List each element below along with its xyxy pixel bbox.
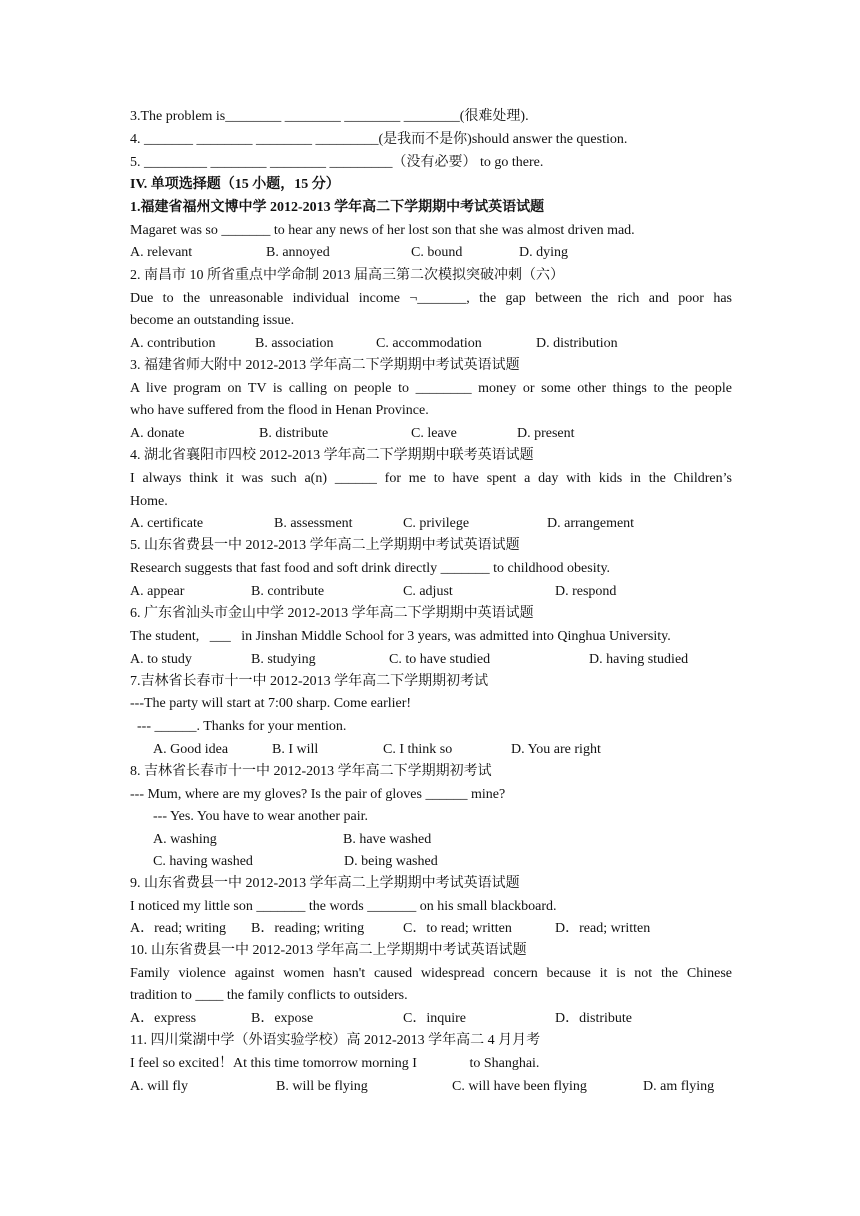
question-stem: Research suggests that fast food and soft drink directly _______ to childhood obesity.: [130, 561, 611, 576]
option-d: D. being washed: [344, 854, 438, 869]
option-a: A. contribution: [130, 336, 216, 351]
question-stem: --- Mum, where are my gloves? Is the pair of gloves ______ mine?: [130, 787, 506, 802]
question-stem: The student, ___ in Jinshan Middle School for 3 years, was admitted into Qinghua University.: [130, 629, 671, 644]
option-b: B. annoyed: [266, 245, 330, 260]
question-source: 6. 广东省汕头市金山中学 2012-2013 学年高二下学期期中英语试题: [130, 606, 534, 621]
question-source: 10. 山东省费县一中 2012-2013 学年高二上学期期中考试英语试题: [130, 943, 527, 958]
option-d: D. arrangement: [547, 516, 635, 531]
question-source: 4. 湖北省襄阳市四校 2012-2013 学年高二下学期期中联考英语试题: [130, 448, 534, 463]
option-b: B. will be flying: [276, 1079, 368, 1094]
option-b: B. assessment: [274, 516, 353, 531]
question-stem: tradition to ____ the family conflicts to outsiders.: [130, 988, 408, 1003]
option-b: B. studying: [251, 652, 316, 667]
question-stem: Home.: [130, 494, 168, 509]
question-source: 9. 山东省费县一中 2012-2013 学年高二上学期期中考试英语试题: [130, 876, 520, 891]
question-stem: Due to the unreasonable individual income ¬_______, the gap between the rich and poor has: [130, 291, 732, 306]
option-c: C. having washed: [153, 854, 253, 869]
option-a: A. Good idea: [153, 742, 229, 757]
option-b: B. have washed: [343, 832, 432, 847]
option-c: C．inquire: [403, 1011, 466, 1026]
question-source: 1.福建省福州文博中学 2012-2013 学年高二下学期期中考试英语试题: [130, 200, 545, 215]
option-c: C．to read; written: [403, 921, 512, 936]
question-stem: --- Yes. You have to wear another pair.: [153, 809, 369, 824]
question-stem: I noticed my little son _______ the words _______ on his small blackboard.: [130, 899, 557, 914]
option-a: A. relevant: [130, 245, 193, 260]
question-stem: --- ______. Thanks for your mention.: [130, 719, 347, 734]
option-a: A．express: [130, 1011, 197, 1026]
option-a: A. will fly: [130, 1079, 188, 1094]
option-c: C. I think so: [383, 742, 453, 757]
question-source: 3. 福建省师大附中 2012-2013 学年高二下学期期中考试英语试题: [130, 358, 520, 373]
option-d: D. You are right: [511, 742, 601, 757]
option-b: B. distribute: [259, 426, 329, 441]
option-c: C. accommodation: [376, 336, 482, 351]
option-c: C. adjust: [403, 584, 453, 599]
option-c: C. privilege: [403, 516, 470, 531]
option-a: A. certificate: [130, 516, 204, 531]
option-d: D. am flying: [643, 1079, 715, 1094]
question-stem: I always think it was such a(n) ______ for me to have spent a day with kids in the Children’s: [130, 471, 732, 486]
question-stem: Magaret was so _______ to hear any news of her lost son that she was almost driven mad.: [130, 223, 635, 238]
option-b: B．expose: [251, 1011, 314, 1026]
question-stem: A live program on TV is calling on people to ________ money or some other things to the people: [130, 381, 732, 396]
option-d: D. present: [517, 426, 575, 441]
question-stem: ---The party will start at 7:00 sharp. Come earlier!: [130, 696, 412, 711]
option-b: B. contribute: [251, 584, 325, 599]
option-a: A. to study: [130, 652, 192, 667]
option-d: D. distribution: [536, 336, 618, 351]
option-d: D. having studied: [589, 652, 689, 667]
option-c: C. to have studied: [389, 652, 491, 667]
option-b: B. I will: [272, 742, 319, 757]
fill-blank-5: 5. _________ ________ ________ _________（没有必要） to go there.: [130, 155, 544, 170]
fill-blank-3: 3.The problem is________ ________ ________ ________(很难处理).: [130, 109, 529, 124]
option-d: D. respond: [555, 584, 617, 599]
option-d: D. dying: [519, 245, 568, 260]
question-stem: who have suffered from the flood in Henan Province.: [130, 403, 429, 418]
question-source: 7.吉林省长春市十一中 2012-2013 学年高二下学期期初考试: [130, 674, 489, 689]
fill-blank-4: 4. _______ ________ ________ _________(是我而不是你)should answer the question.: [130, 132, 628, 147]
question-stem: I feel so excited！At this time tomorrow morning I to Shanghai.: [130, 1056, 540, 1071]
section-header: IV. 单项选择题（15 小题，15 分）: [130, 177, 340, 192]
option-d: D．read; written: [555, 921, 651, 936]
option-c: C. leave: [411, 426, 457, 441]
option-b: B．reading; writing: [251, 921, 365, 936]
question-source: 11. 四川棠湖中学（外语实验学校）高 2012-2013 学年高二 4 月月考: [130, 1033, 541, 1048]
question-stem: become an outstanding issue.: [130, 313, 295, 328]
option-b: B. association: [255, 336, 334, 351]
question-source: 5. 山东省费县一中 2012-2013 学年高二上学期期中考试英语试题: [130, 538, 520, 553]
option-a: A. donate: [130, 426, 185, 441]
question-source: 2. 南昌市 10 所省重点中学命制 2013 届高三第二次模拟突破冲刺（六）: [130, 268, 564, 283]
option-c: C. will have been flying: [452, 1079, 587, 1094]
option-a: A. appear: [130, 584, 185, 599]
option-a: A．read; writing: [130, 921, 227, 936]
option-a: A. washing: [153, 832, 217, 847]
question-stem: Family violence against women hasn't caused widespread concern because it is not the Chinese: [130, 966, 732, 981]
question-source: 8. 吉林省长春市十一中 2012-2013 学年高二下学期期初考试: [130, 764, 492, 779]
option-d: D．distribute: [555, 1011, 632, 1026]
option-c: C. bound: [411, 245, 463, 260]
